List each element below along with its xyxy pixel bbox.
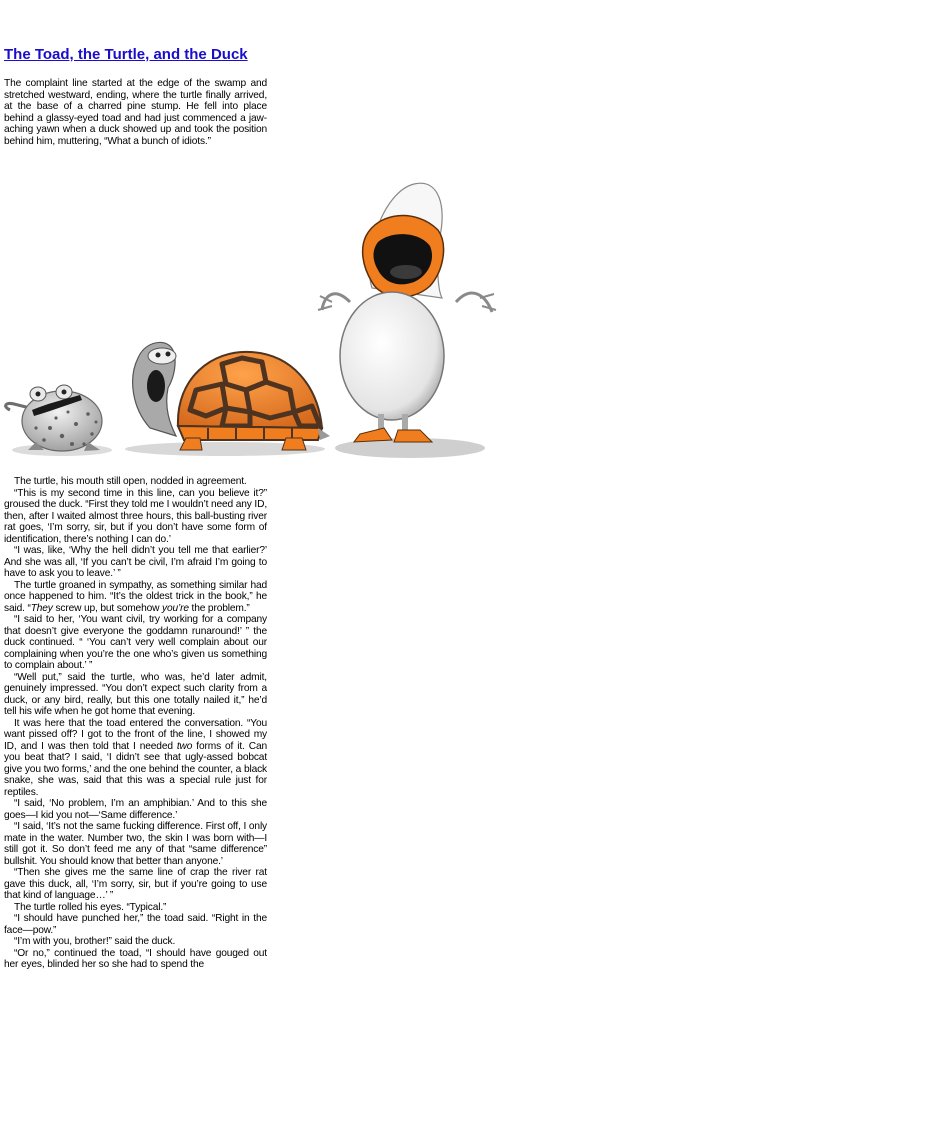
story-paragraph (4, 867, 267, 902)
paragraph-text: The turtle rolled his eyes. “Typical.” (14, 901, 167, 913)
paragraph-text: “I should have punched her,” the toad said. “Right in the face—pow.” (4, 913, 267, 936)
story-paragraph (4, 936, 267, 948)
emphasis-text: you’re (162, 602, 189, 614)
intro-paragraph (4, 78, 267, 147)
story-paragraph (4, 902, 267, 914)
paragraph-text: screw up, but somehow (52, 602, 162, 614)
duck-figure (318, 183, 496, 442)
story-paragraph (4, 580, 267, 615)
paragraph-text: forms of it. Can you beat that? I said, ‘I didn’t see that ugly-assed bobcat give you two forms,’ and the one behind the counter, a black snake, she was, said that this was a special rule just for reptiles. (4, 740, 267, 798)
paragraph-text: “I said, ‘It’s not the same fucking difference. First off, I only mate in the water. Number two, the skin I was born with—I still got it. So don’t feed me any of that “same difference” bullshit. You should know that better than anyone.’ (4, 821, 267, 867)
paragraph-text: “I said to her, ‘You want civil, try working for a company that doesn’t give everyone the goddamn runaround!’ ” the duck continued. “ ‘You can’t very well complain about our complaining when you’re the one who’s given us something to complain about.’ ” (4, 614, 267, 671)
paragraph-text: “I’m with you, brother!” said the duck. (14, 936, 176, 947)
paragraph-text: “Then she gives me the same line of crap the river rat gave this duck, all, ‘I’m sorry, sir, but if you’re going to use that kind of language…’ ” (4, 867, 267, 901)
story-paragraph (4, 718, 267, 799)
paragraph-text: “Well put,” said the turtle, who was, he’d later admit, genuinely impressed. “You don’t expect such clarity from a duck, or any bird, really, but this one totally nailed it,” he’d tell his wife when he got home that evening. (4, 671, 267, 717)
story-body (4, 476, 267, 971)
story-paragraph (4, 821, 267, 867)
story-paragraph (4, 798, 267, 821)
story-paragraph (4, 488, 267, 546)
paragraph-text: “I said, ‘No problem, I’m an amphibian.’ And to this she goes—I kid you not—‘Same difference.’ (4, 798, 267, 821)
toad-turtle-duck-illustration (0, 178, 500, 463)
story-paragraph (4, 948, 267, 971)
story-paragraph (4, 672, 267, 718)
toad-figure (6, 385, 102, 451)
paragraph-text: the problem.” (188, 602, 250, 614)
story-paragraph (4, 476, 267, 488)
paragraph-text: It was here that the toad entered the conversation. “You want pissed off? I got to the front of the line, I showed my ID, and I was then told that I needed (4, 717, 267, 752)
story-paragraph (4, 545, 267, 580)
paragraph-text: “I was, like, ‘Why the hell didn’t you tell me that earlier?’ And she was all, ‘If you can’t be civil, I’m afraid I’m going to have to ask you to leave.’ ” (4, 545, 267, 579)
emphasis-text: They (30, 602, 53, 614)
story-paragraph (4, 614, 267, 672)
turtle-figure (133, 342, 330, 450)
paragraph-text: “Or no,” continued the toad, “I should have gouged out her eyes, blinded her so she had to spend the (4, 947, 267, 970)
paragraph-text: The turtle groaned in sympathy, as something similar had once happened to him. “It’s the oldest trick in the book,” he said. “ (4, 579, 267, 614)
paragraph-text: The turtle, his mouth still open, nodded in agreement. (14, 476, 247, 487)
story-paragraph (4, 913, 267, 936)
story-title-link[interactable]: The Toad, the Turtle, and the Duck (4, 46, 248, 63)
emphasis-text: two (176, 740, 193, 752)
paragraph-text: “This is my second time in this line, can you believe it?” groused the duck. “First they told me I wouldn’t need any ID, then, after I waited almost three hours, this ball-busting river rat goes, ‘I’m sorry, sir, but if you don’t have some form of identification, there’s nothing I can do.’ (4, 487, 267, 545)
intro-text: The complaint line started at the edge of the swamp and stretched westward, ending, where the turtle finally arrived, at the base of a charred pine stump. He fell into place behind a glassy-eyed toad and had just commenced a jaw-aching yawn when a duck showed up and took the position behind him, muttering, “What a bunch of idiots.” (4, 78, 267, 147)
